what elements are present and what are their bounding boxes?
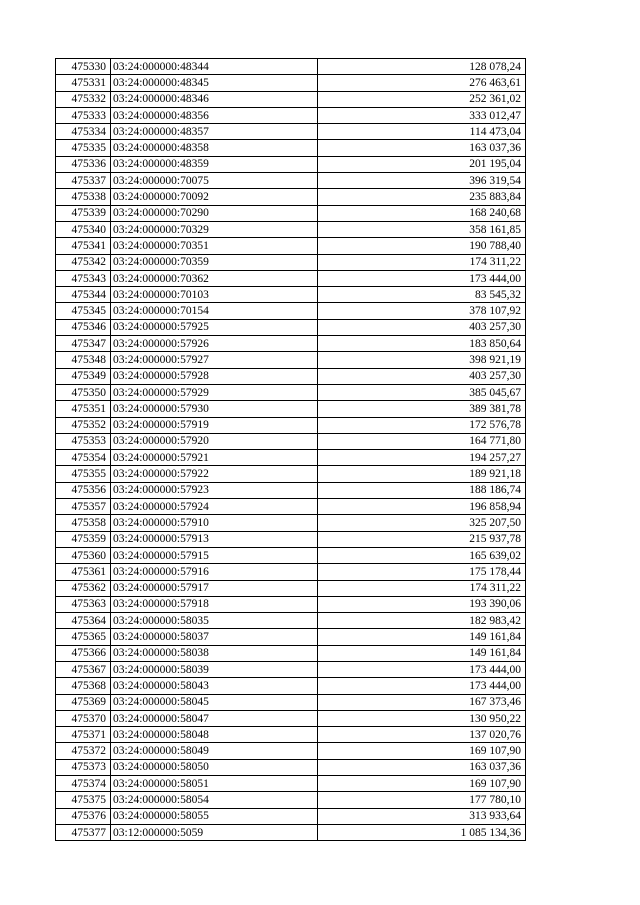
table-row (56, 531, 526, 547)
cadastral-number-cell: 03:24:000000:70075 (111, 173, 318, 189)
row-number-cell: 475372 (56, 743, 111, 759)
table-row (56, 156, 526, 172)
row-number-cell: 475347 (56, 336, 111, 352)
cadastral-number-cell: 03:24:000000:57926 (111, 336, 318, 352)
table-row (56, 499, 526, 515)
row-number-cell: 475335 (56, 140, 111, 156)
cadastral-value-cell: 164 771,80 (318, 433, 526, 449)
row-number-cell: 475340 (56, 221, 111, 237)
table-row (56, 91, 526, 107)
cadastral-value-cell: 114 473,04 (318, 124, 526, 140)
table-row (56, 743, 526, 759)
cadastral-value-cell: 183 850,64 (318, 336, 526, 352)
row-number-cell: 475367 (56, 661, 111, 677)
row-number-cell: 475362 (56, 580, 111, 596)
table-row (56, 547, 526, 563)
cadastral-value-cell: 235 883,84 (318, 189, 526, 205)
cadastral-value-cell: 177 780,10 (318, 792, 526, 808)
row-number-cell: 475349 (56, 368, 111, 384)
row-number-cell: 475377 (56, 824, 111, 840)
table-row (56, 564, 526, 580)
cadastral-number-cell: 03:24:000000:57925 (111, 319, 318, 335)
cadastral-number-cell: 03:24:000000:58055 (111, 808, 318, 824)
table-body (56, 59, 526, 841)
table-row (56, 629, 526, 645)
cadastral-number-cell: 03:24:000000:48358 (111, 140, 318, 156)
cadastral-value-cell: 163 037,36 (318, 140, 526, 156)
row-number-cell: 475364 (56, 613, 111, 629)
cadastral-number-cell: 03:24:000000:57927 (111, 352, 318, 368)
cadastral-value-cell: 194 257,27 (318, 450, 526, 466)
cadastral-value-cell: 130 950,22 (318, 710, 526, 726)
row-number-cell: 475343 (56, 270, 111, 286)
row-number-cell: 475353 (56, 433, 111, 449)
cadastral-number-cell: 03:24:000000:57923 (111, 482, 318, 498)
cadastral-value-cell: 313 933,64 (318, 808, 526, 824)
cadastral-number-cell: 03:24:000000:58043 (111, 678, 318, 694)
row-number-cell: 475359 (56, 531, 111, 547)
cadastral-value-cell: 182 983,42 (318, 613, 526, 629)
cadastral-number-cell: 03:24:000000:58048 (111, 727, 318, 743)
table-row (56, 59, 526, 75)
cadastral-number-cell: 03:24:000000:57924 (111, 499, 318, 515)
cadastral-value-cell: 169 107,90 (318, 776, 526, 792)
table-row (56, 368, 526, 384)
cadastral-value-table (55, 58, 526, 841)
cadastral-number-cell: 03:24:000000:57919 (111, 417, 318, 433)
cadastral-number-cell: 03:12:000000:5059 (111, 824, 318, 840)
cadastral-value-cell: 193 390,06 (318, 596, 526, 612)
cadastral-number-cell: 03:24:000000:48356 (111, 107, 318, 123)
cadastral-number-cell: 03:24:000000:57920 (111, 433, 318, 449)
cadastral-value-cell: 358 161,85 (318, 221, 526, 237)
table-row (56, 694, 526, 710)
row-number-cell: 475374 (56, 776, 111, 792)
row-number-cell: 475366 (56, 645, 111, 661)
row-number-cell: 475331 (56, 75, 111, 91)
cadastral-number-cell: 03:24:000000:58035 (111, 613, 318, 629)
table-row (56, 710, 526, 726)
row-number-cell: 475369 (56, 694, 111, 710)
cadastral-value-cell: 168 240,68 (318, 205, 526, 221)
table-row (56, 287, 526, 303)
table-row (56, 238, 526, 254)
cadastral-value-cell: 385 045,67 (318, 384, 526, 400)
row-number-cell: 475345 (56, 303, 111, 319)
cadastral-value-cell: 149 161,84 (318, 645, 526, 661)
row-number-cell: 475330 (56, 59, 111, 75)
cadastral-number-cell: 03:24:000000:58050 (111, 759, 318, 775)
cadastral-number-cell: 03:24:000000:70290 (111, 205, 318, 221)
cadastral-value-cell: 128 078,24 (318, 59, 526, 75)
cadastral-value-cell: 325 207,50 (318, 515, 526, 531)
cadastral-value-cell: 403 257,30 (318, 368, 526, 384)
table-row (56, 808, 526, 824)
cadastral-value-cell: 196 858,94 (318, 499, 526, 515)
cadastral-number-cell: 03:24:000000:70351 (111, 238, 318, 254)
row-number-cell: 475368 (56, 678, 111, 694)
cadastral-value-cell: 173 444,00 (318, 270, 526, 286)
row-number-cell: 475344 (56, 287, 111, 303)
row-number-cell: 475363 (56, 596, 111, 612)
cadastral-value-cell: 149 161,84 (318, 629, 526, 645)
cadastral-number-cell: 03:24:000000:70359 (111, 254, 318, 270)
cadastral-value-cell: 172 576,78 (318, 417, 526, 433)
cadastral-value-cell: 137 020,76 (318, 727, 526, 743)
table-row (56, 613, 526, 629)
cadastral-number-cell: 03:24:000000:48344 (111, 59, 318, 75)
table-row (56, 303, 526, 319)
row-number-cell: 475346 (56, 319, 111, 335)
row-number-cell: 475342 (56, 254, 111, 270)
row-number-cell: 475356 (56, 482, 111, 498)
table-row (56, 824, 526, 840)
table-row (56, 792, 526, 808)
table-row (56, 107, 526, 123)
table-row (56, 221, 526, 237)
cadastral-number-cell: 03:24:000000:57921 (111, 450, 318, 466)
row-number-cell: 475339 (56, 205, 111, 221)
table-row (56, 596, 526, 612)
table-row (56, 776, 526, 792)
cadastral-number-cell: 03:24:000000:57922 (111, 466, 318, 482)
cadastral-number-cell: 03:24:000000:70329 (111, 221, 318, 237)
cadastral-number-cell: 03:24:000000:70154 (111, 303, 318, 319)
cadastral-value-cell: 167 373,46 (318, 694, 526, 710)
row-number-cell: 475376 (56, 808, 111, 824)
row-number-cell: 475373 (56, 759, 111, 775)
table-row (56, 173, 526, 189)
table-row (56, 124, 526, 140)
cadastral-value-cell: 165 639,02 (318, 547, 526, 563)
cadastral-number-cell: 03:24:000000:70092 (111, 189, 318, 205)
cadastral-value-cell: 83 545,32 (318, 287, 526, 303)
row-number-cell: 475334 (56, 124, 111, 140)
row-number-cell: 475358 (56, 515, 111, 531)
table-row (56, 482, 526, 498)
table-row (56, 401, 526, 417)
table-row (56, 205, 526, 221)
cadastral-value-cell: 163 037,36 (318, 759, 526, 775)
cadastral-number-cell: 03:24:000000:58047 (111, 710, 318, 726)
table-row (56, 75, 526, 91)
cadastral-value-cell: 378 107,92 (318, 303, 526, 319)
table-row (56, 384, 526, 400)
row-number-cell: 475352 (56, 417, 111, 433)
row-number-cell: 475370 (56, 710, 111, 726)
cadastral-value-cell: 276 463,61 (318, 75, 526, 91)
row-number-cell: 475350 (56, 384, 111, 400)
table-row (56, 270, 526, 286)
cadastral-number-cell: 03:24:000000:57913 (111, 531, 318, 547)
table-row (56, 645, 526, 661)
table-row (56, 661, 526, 677)
row-number-cell: 475365 (56, 629, 111, 645)
row-number-cell: 475348 (56, 352, 111, 368)
row-number-cell: 475360 (56, 547, 111, 563)
cadastral-value-cell: 188 186,74 (318, 482, 526, 498)
cadastral-number-cell: 03:24:000000:57910 (111, 515, 318, 531)
cadastral-number-cell: 03:24:000000:48345 (111, 75, 318, 91)
cadastral-number-cell: 03:24:000000:58038 (111, 645, 318, 661)
cadastral-number-cell: 03:24:000000:48357 (111, 124, 318, 140)
table-row (56, 433, 526, 449)
cadastral-value-cell: 169 107,90 (318, 743, 526, 759)
cadastral-number-cell: 03:24:000000:57917 (111, 580, 318, 596)
cadastral-value-cell: 398 921,19 (318, 352, 526, 368)
table-row (56, 450, 526, 466)
cadastral-value-cell: 174 311,22 (318, 254, 526, 270)
cadastral-value-cell: 189 921,18 (318, 466, 526, 482)
cadastral-number-cell: 03:24:000000:48359 (111, 156, 318, 172)
cadastral-value-cell: 252 361,02 (318, 91, 526, 107)
table-row (56, 678, 526, 694)
table-row (56, 417, 526, 433)
cadastral-value-cell: 174 311,22 (318, 580, 526, 596)
table-row (56, 515, 526, 531)
cadastral-number-cell: 03:24:000000:57915 (111, 547, 318, 563)
table-row (56, 189, 526, 205)
row-number-cell: 475333 (56, 107, 111, 123)
cadastral-number-cell: 03:24:000000:70103 (111, 287, 318, 303)
cadastral-number-cell: 03:24:000000:58039 (111, 661, 318, 677)
table-row (56, 254, 526, 270)
row-number-cell: 475361 (56, 564, 111, 580)
cadastral-number-cell: 03:24:000000:57916 (111, 564, 318, 580)
row-number-cell: 475355 (56, 466, 111, 482)
cadastral-value-cell: 201 195,04 (318, 156, 526, 172)
row-number-cell: 475337 (56, 173, 111, 189)
cadastral-value-cell: 396 319,54 (318, 173, 526, 189)
table-row (56, 466, 526, 482)
row-number-cell: 475332 (56, 91, 111, 107)
cadastral-value-cell: 1 085 134,36 (318, 824, 526, 840)
cadastral-number-cell: 03:24:000000:57929 (111, 384, 318, 400)
row-number-cell: 475371 (56, 727, 111, 743)
row-number-cell: 475351 (56, 401, 111, 417)
cadastral-number-cell: 03:24:000000:58037 (111, 629, 318, 645)
cadastral-number-cell: 03:24:000000:48346 (111, 91, 318, 107)
cadastral-value-cell: 215 937,78 (318, 531, 526, 547)
row-number-cell: 475375 (56, 792, 111, 808)
cadastral-number-cell: 03:24:000000:58049 (111, 743, 318, 759)
table-row (56, 580, 526, 596)
table-row (56, 319, 526, 335)
cadastral-number-cell: 03:24:000000:57928 (111, 368, 318, 384)
cadastral-number-cell: 03:24:000000:58045 (111, 694, 318, 710)
cadastral-value-cell: 389 381,78 (318, 401, 526, 417)
row-number-cell: 475336 (56, 156, 111, 172)
row-number-cell: 475341 (56, 238, 111, 254)
row-number-cell: 475357 (56, 499, 111, 515)
row-number-cell: 475354 (56, 450, 111, 466)
cadastral-number-cell: 03:24:000000:70362 (111, 270, 318, 286)
table-row (56, 759, 526, 775)
table-row (56, 352, 526, 368)
cadastral-value-cell: 403 257,30 (318, 319, 526, 335)
table-row (56, 140, 526, 156)
cadastral-value-cell: 173 444,00 (318, 661, 526, 677)
cadastral-number-cell: 03:24:000000:57918 (111, 596, 318, 612)
cadastral-value-cell: 190 788,40 (318, 238, 526, 254)
cadastral-value-cell: 173 444,00 (318, 678, 526, 694)
table-row (56, 336, 526, 352)
cadastral-number-cell: 03:24:000000:58051 (111, 776, 318, 792)
cadastral-value-cell: 333 012,47 (318, 107, 526, 123)
row-number-cell: 475338 (56, 189, 111, 205)
cadastral-number-cell: 03:24:000000:58054 (111, 792, 318, 808)
cadastral-number-cell: 03:24:000000:57930 (111, 401, 318, 417)
cadastral-value-cell: 175 178,44 (318, 564, 526, 580)
table-row (56, 727, 526, 743)
